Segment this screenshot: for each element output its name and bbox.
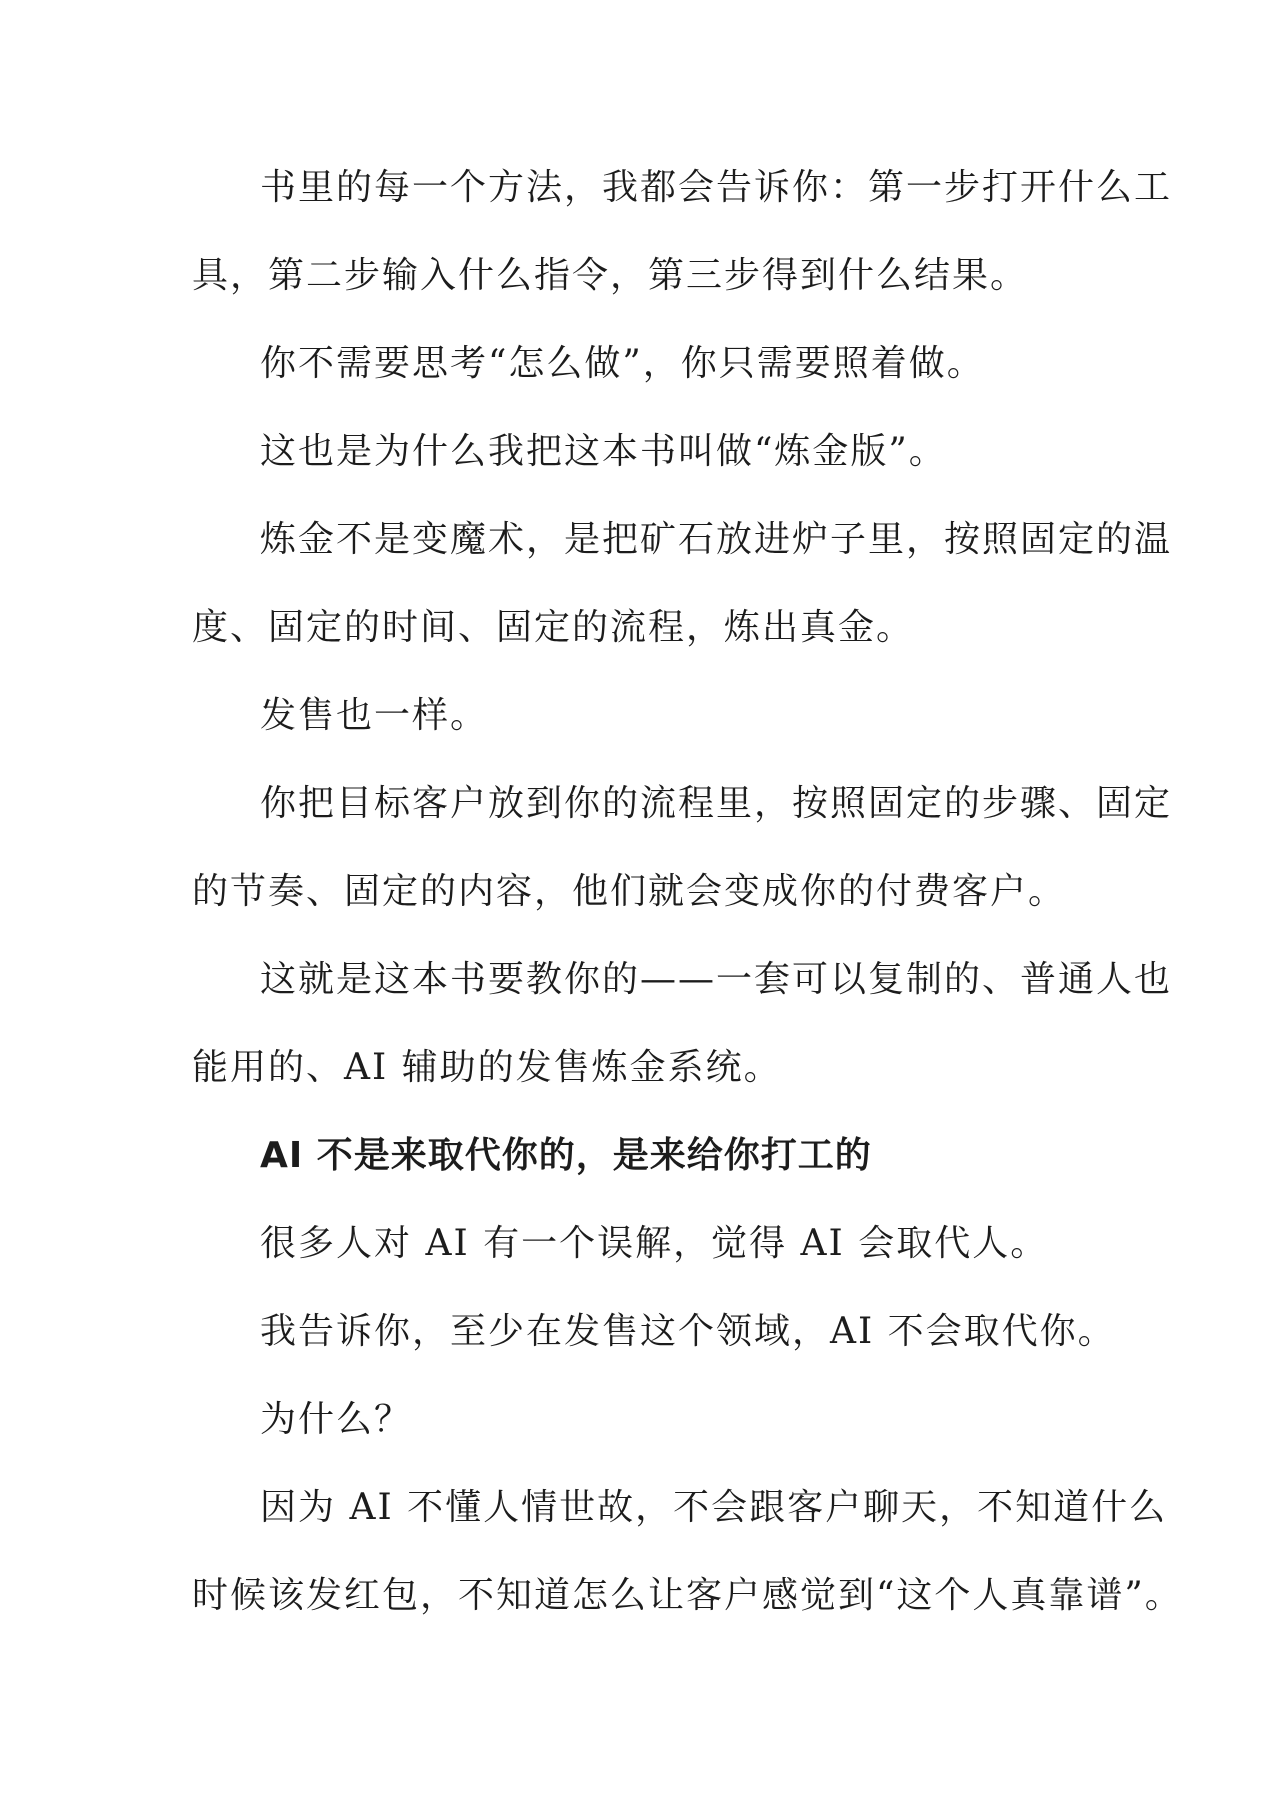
paragraph-line: 这就是这本书要教你的——一套可以复制的、普通人也 [260,959,1173,1000]
paragraph-line: 能用的、AI 辅助的发售炼金系统。 [192,1047,782,1088]
paragraph-line: 的节奏、固定的内容，他们就会变成你的付费客户。 [192,871,1067,912]
paragraph-line: 你把目标客户放到你的流程里，按照固定的步骤、固定 [260,783,1173,824]
paragraph-line: 书里的每一个方法，我都会告诉你：第一步打开什么工 [260,167,1173,208]
document-body [192,166,1183,1618]
paragraph-line: 炼金不是变魔术，是把矿石放进炉子里，按照固定的温 [260,519,1173,560]
paragraph-line: 具，第二步输入什么指令，第三步得到什么结果。 [192,255,1029,296]
section-heading: AI 不是来取代你的，是来给你打工的 [260,1135,872,1176]
paragraph-line: 很多人对 AI 有一个误解，觉得 AI 会取代人。 [260,1223,1049,1264]
paragraph-line: 为什么？ [260,1399,413,1440]
paragraph-line: 这也是为什么我把这本书叫做“炼金版”。 [260,431,947,472]
paragraph-line: 发售也一样。 [260,695,489,736]
paragraph-line: 度、固定的时间、固定的流程，炼出真金。 [192,607,915,648]
paragraph-line: 时候该发红包，不知道怎么让客户感觉到“这个人真靠谱”。 [192,1575,1183,1616]
paragraph-line: 因为 AI 不懂人情世故，不会跟客户聊天，不知道什么 [260,1487,1168,1528]
paragraph-line: 我告诉你，至少在发售这个领域，AI 不会取代你。 [260,1311,1116,1352]
paragraph-line: 你不需要思考“怎么做”，你只需要照着做。 [260,343,985,384]
